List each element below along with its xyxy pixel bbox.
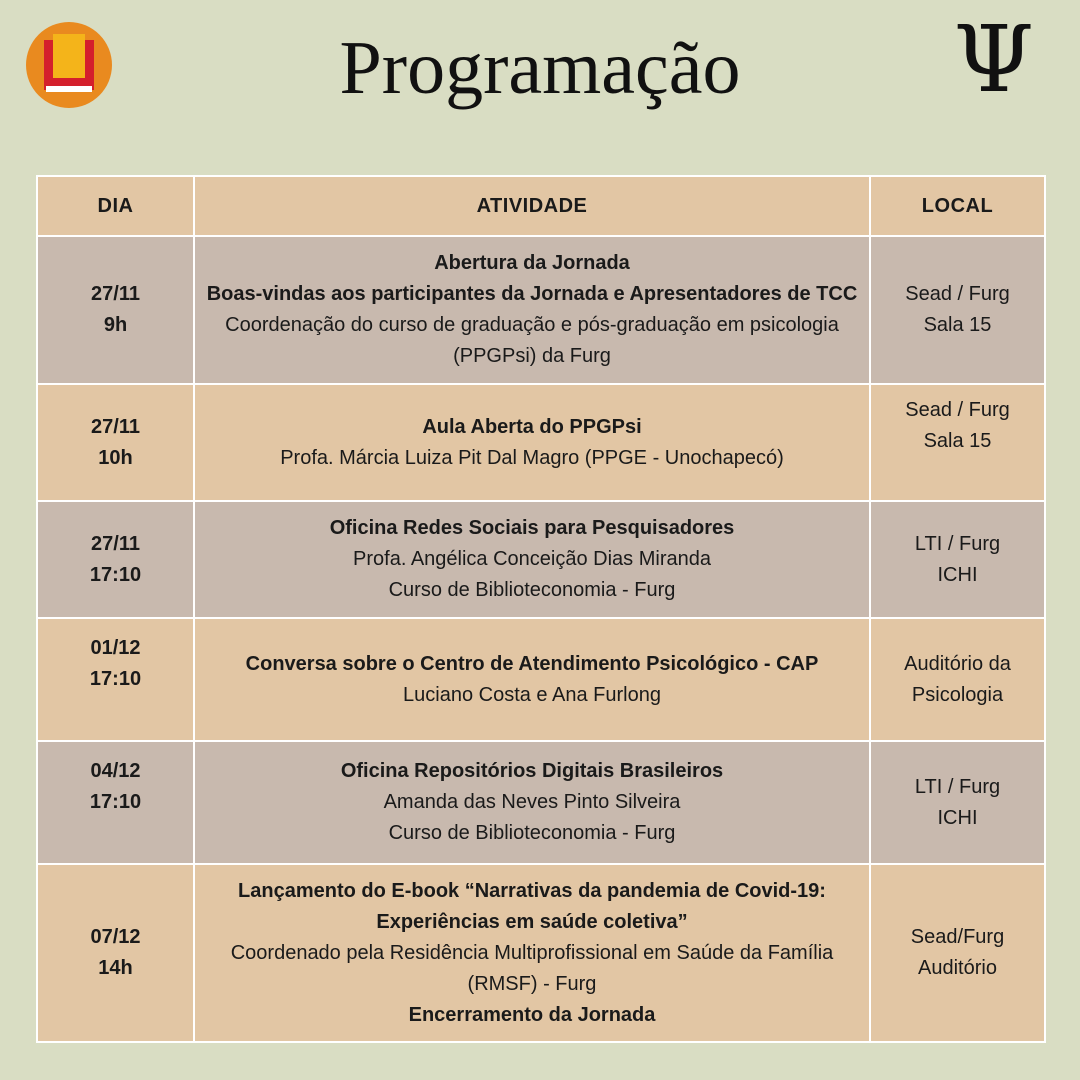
local-line: ICHI [937, 563, 978, 586]
activity-title: Abertura da Jornada [434, 252, 630, 274]
activity-title: Oficina Redes Sociais para Pesquisadores [329, 517, 735, 539]
row-time: 17:10 [89, 791, 142, 813]
row-date-cell [37, 618, 194, 741]
table-row [37, 384, 1045, 501]
row-date-cell [37, 236, 194, 384]
activity-line: (PPGPsi) da Furg [453, 345, 611, 367]
row-time: 17:10 [89, 668, 142, 690]
local-line: LTI / Furg [914, 775, 1001, 798]
activity-title: Conversa sobre o Centro de Atendimento Psicológico - CAP [245, 652, 819, 675]
table-row [37, 618, 1045, 741]
header-dia: DIA [37, 176, 194, 236]
local-line: Sead / Furg [905, 399, 1010, 421]
table-row [37, 501, 1045, 618]
row-local-cell [870, 384, 1045, 501]
row-time: 9h [103, 314, 128, 336]
row-date-cell [37, 864, 194, 1042]
activity-title: Oficina Repositórios Digitais Brasileiros [340, 760, 724, 782]
psi-symbol-icon: Ψ [953, 6, 1034, 113]
row-date: 07/12 [90, 926, 141, 948]
header-atividade: ATIVIDADE [194, 176, 870, 236]
row-local-cell [870, 864, 1045, 1042]
activity-line: Curso de Biblioteconomia - Furg [388, 579, 676, 601]
local-line: Psicologia [911, 683, 1004, 706]
row-local-cell [870, 501, 1045, 618]
schedule-table [36, 175, 1046, 1043]
local-line: Sala 15 [923, 430, 992, 452]
activity-title: Aula Aberta do PPGPsi [422, 415, 642, 438]
row-time: 10h [98, 446, 133, 469]
table-row [37, 864, 1045, 1042]
table-header-row [37, 176, 1045, 236]
table-row [37, 236, 1045, 384]
row-time: 14h [98, 957, 133, 979]
activity-line: Profa. Angélica Conceição Dias Miranda [353, 548, 711, 570]
local-line: Sala 15 [923, 314, 992, 336]
local-line: ICHI [937, 806, 978, 829]
row-local-cell [870, 618, 1045, 741]
row-time: 17:10 [89, 563, 142, 586]
local-line: Auditório da [904, 652, 1011, 675]
activity-title: Lançamento do E-book “Narrativas da pandemia de Covid-19: [238, 879, 826, 902]
page-title: Programação [339, 26, 741, 110]
header-local: LOCAL [870, 176, 1045, 236]
row-date: 04/12 [90, 760, 141, 782]
activity-closing: Encerramento da Jornada [408, 1003, 656, 1026]
table-row [37, 741, 1045, 864]
row-local-cell [870, 741, 1045, 864]
row-date-cell [37, 741, 194, 864]
row-activity-cell [194, 864, 870, 1042]
row-date-cell [37, 384, 194, 501]
row-activity-cell [194, 236, 870, 384]
activity-line: Profa. Márcia Luiza Pit Dal Magro (PPGE - Unochapecó) [280, 446, 784, 469]
activity-line: Curso de Biblioteconomia - Furg [388, 822, 676, 844]
row-date: 01/12 [90, 637, 141, 659]
activity-subtitle: Boas-vindas aos participantes da Jornada e Apresentadores de TCC [206, 283, 858, 305]
row-activity-cell [194, 741, 870, 864]
row-date: 27/11 [91, 283, 140, 305]
activity-line: Luciano Costa e Ana Furlong [403, 683, 661, 706]
local-line: Sead/Furg [910, 926, 1005, 948]
activity-line: Coordenado pela Residência Multiprofissional em Saúde da Família [230, 941, 834, 964]
activity-line: (RMSF) - Furg [467, 972, 597, 995]
row-date: 27/11 [91, 532, 140, 555]
local-line: LTI / Furg [914, 532, 1001, 555]
row-date-cell [37, 501, 194, 618]
row-date: 27/11 [91, 415, 140, 438]
row-activity-cell [194, 384, 870, 501]
row-activity-cell [194, 501, 870, 618]
local-line: Sead / Furg [905, 283, 1010, 305]
header [0, 0, 1080, 170]
activity-line: Amanda das Neves Pinto Silveira [383, 791, 681, 813]
activity-title-continued: Experiências em saúde coletiva” [376, 910, 688, 933]
row-activity-cell [194, 618, 870, 741]
row-local-cell [870, 236, 1045, 384]
local-line: Auditório [918, 957, 997, 979]
activity-line: Coordenação do curso de graduação e pós-graduação em psicologia [225, 314, 839, 336]
